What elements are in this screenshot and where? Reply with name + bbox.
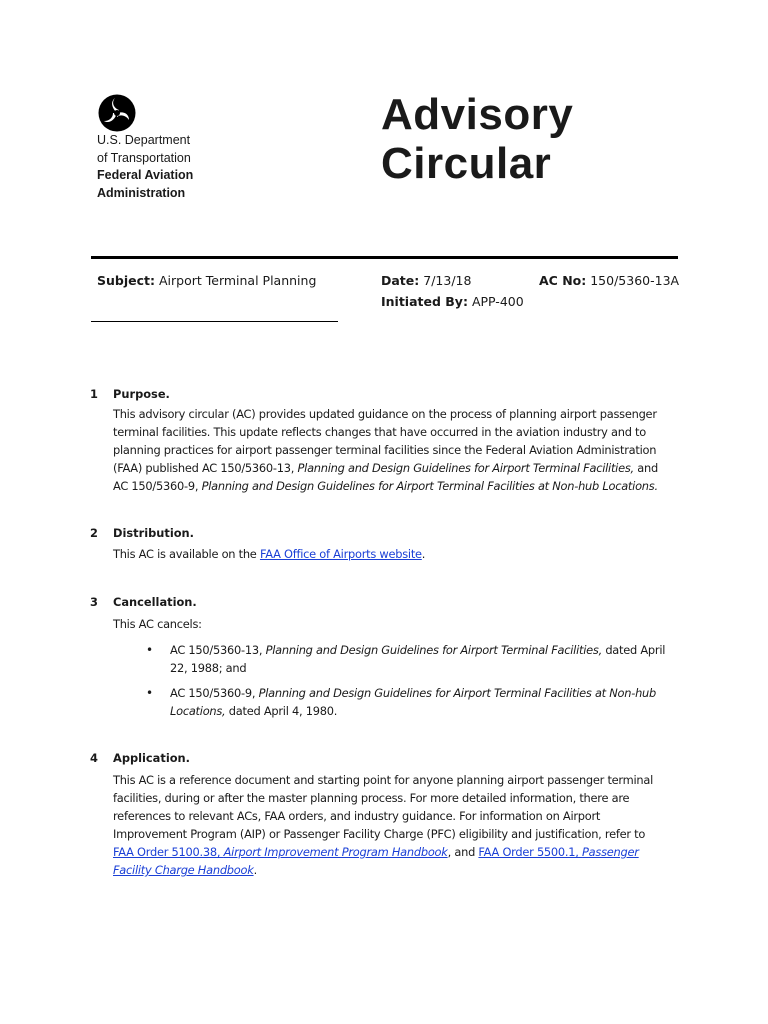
section-number-4: 4 [90,751,98,765]
application-line-5 [113,843,683,861]
order-5100-title: Airport Improvement Program Handbook [223,845,448,859]
faa-airports-website-link[interactable]: FAA Office of Airports website [259,547,422,561]
date-label: Date: [381,273,420,288]
agency-line-2: of Transportation [97,150,191,165]
purpose-line-4-end: and [633,461,658,475]
purpose-line-2: terminal facilities. This update reflects changes that have occurred in the aviation industry and to [113,425,646,439]
section-heading-purpose: Purpose. [113,387,170,401]
order-5500-title-start: Passenger [582,845,639,859]
title-line-2: Circular [381,139,552,188]
faa-order-5100-link[interactable] [113,845,448,859]
application-line-6 [113,861,683,879]
order-5500-title-end: Facility Charge Handbook [113,863,254,877]
initiated-value: APP-400 [471,294,524,309]
subject-field [97,273,316,289]
cancellation-item-1 [170,641,685,677]
section-number-2: 2 [90,526,98,540]
subject-underline [91,321,338,322]
date-field [381,273,471,289]
item-1-title: Planning and Design Guidelines for Airport Terminal Facilities, [265,643,602,657]
purpose-line-1: This advisory circular (AC) provides updated guidance on the process of planning airport passenger [113,407,657,421]
item-2-title-end: Locations, [170,704,226,718]
acno-value: 150/5360-13A [590,273,680,288]
item-2-title: Planning and Design Guidelines for Airport Terminal Facilities at Non-hub [258,686,657,700]
subject-value: Airport Terminal Planning [158,273,317,288]
date-value: 7/13/18 [423,273,472,288]
application-end: . [253,863,257,877]
section-number-1: 1 [90,387,98,401]
application-line-1: This AC is a reference document and starting point for anyone planning airport passenger terminal [113,773,654,787]
purpose-line-4-title: Planning and Design Guidelines for Airport Terminal Facilities, [297,461,634,475]
purpose-line-4-text: (FAA) published AC 150/5360-13, [113,461,298,475]
document-title [381,90,573,188]
order-5500-number: FAA Order 5500.1, [478,845,583,859]
dot-triskelion-logo-icon [98,94,136,132]
bullet-2: • [146,686,153,700]
item-1-ac: AC 150/5360-13, [170,643,266,657]
purpose-line-3: planning practices for airport passenger terminal facilities since the Federal Aviation Administration [113,443,657,457]
faa-order-5500-link-cont[interactable] [113,863,254,877]
subject-label: Subject: [97,273,155,288]
application-line-2: facilities, during or after the master planning process. For more detailed information, there are [113,791,630,805]
distribution-paragraph [113,545,683,563]
purpose-line-5-text: AC 150/5360-9, [113,479,202,493]
agency-line-4: Administration [97,185,186,200]
application-paragraph [113,771,683,879]
title-line-1: Advisory [381,90,574,139]
item-2-ac: AC 150/5360-9, [170,686,259,700]
section-heading-cancellation: Cancellation. [113,595,197,609]
distribution-text: This AC is available on the [113,547,260,561]
ac-number-field [539,273,679,289]
agency-line-1: U.S. Department [97,133,191,147]
section-heading-application: Application. [113,751,190,765]
item-1-date: 22, 1988; and [170,661,247,675]
agency-block [97,132,193,202]
application-and: , and [447,845,479,859]
cancellation-intro: This AC cancels: [113,617,202,631]
initiated-label: Initiated By: [381,294,468,309]
purpose-line-5 [113,477,683,495]
bullet-1: • [146,643,153,657]
agency-line-3: Federal Aviation [97,168,194,182]
purpose-line-4 [113,459,683,477]
acno-label: AC No: [539,273,587,288]
order-5100-number: FAA Order 5100.38, [113,845,224,859]
item-1-dated: dated April [601,643,666,657]
purpose-line-5-title: Planning and Design Guidelines for Airport Terminal Facilities at Non-hub Locations. [201,479,658,493]
header-divider [91,256,678,259]
section-heading-distribution: Distribution. [113,526,194,540]
purpose-paragraph [113,405,683,495]
initiated-by-field [381,294,524,310]
item-2-date: dated April 4, 1980. [225,704,338,718]
faa-order-5500-link[interactable] [478,845,638,859]
cancellation-item-2 [170,684,685,720]
distribution-end: . [421,547,426,561]
application-line-3: references to relevant ACs, FAA orders, and industry guidance. For information on Airport [113,809,601,823]
section-number-3: 3 [90,595,98,609]
application-line-4: Improvement Program (AIP) or Passenger Facility Charge (PFC) eligibility and justification, refer to [113,827,646,841]
